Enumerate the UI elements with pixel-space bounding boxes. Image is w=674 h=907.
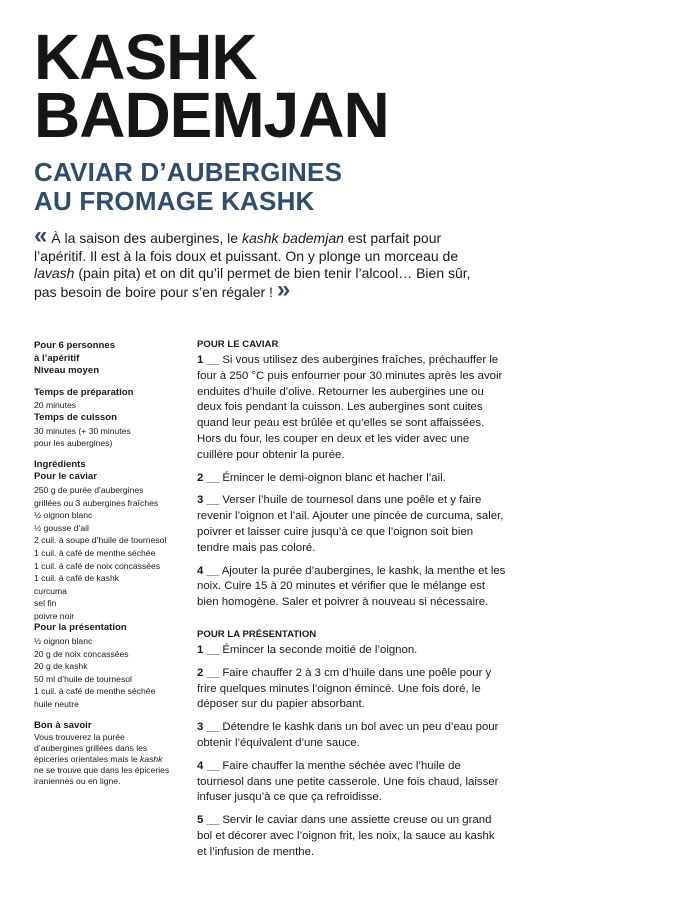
step-text: Servir le caviar dans une assiette creuse ou un grand bol et décorer avec l’oignon frit, les noix, la sauce au kashk et l’infusion de menthe. bbox=[197, 814, 495, 858]
caviar-ingredients-heading: Pour le caviar bbox=[34, 471, 97, 483]
ingredient-item: huile neutre bbox=[34, 699, 79, 710]
recipe-step bbox=[197, 759, 507, 806]
step-number: 3 __ bbox=[197, 494, 220, 507]
step-text: Émincer le demi-oignon blanc et hacher l’ail. bbox=[219, 471, 446, 484]
caviar-ingredients-list bbox=[34, 484, 179, 623]
recipe-subtitle bbox=[34, 158, 342, 216]
step-text: Détendre le kashk dans un bol avec un peu d’eau pour obtenir l’équivalent d’une sauce. bbox=[197, 721, 499, 749]
presentation-steps bbox=[197, 643, 507, 861]
recipe-step bbox=[197, 666, 507, 713]
ingredient-item: ½ oignon blanc bbox=[34, 636, 93, 647]
intro-paragraph bbox=[34, 222, 474, 303]
step-number: 4 __ bbox=[197, 564, 220, 577]
tip-emphasis: kashk bbox=[140, 754, 163, 765]
step-number: 2 __ bbox=[197, 666, 220, 679]
step-text: Verser l’huile de tournesol dans une poêle et y faire revenir l’oignon et l’ail. Ajouter une pincée de curcuma, saler, poivrer et laisser cuire jusqu’à ce que l’oignon soit bien tendre mais pas coloré. bbox=[197, 494, 504, 554]
cook-time-value-2: pour les aubergines) bbox=[34, 438, 113, 449]
presentation-section-heading: POUR LA PRÉSENTATION bbox=[197, 628, 317, 640]
ingredient-item: curcuma bbox=[34, 585, 67, 596]
tip-line-2: d’aubergines grillées dans les bbox=[34, 743, 148, 754]
step-text: Faire chauffer la menthe séchée avec l’huile de tournesol dans une petite casserole. Une fois chaud, laisser infuser jusqu’à ce que ça refroidisse. bbox=[197, 759, 499, 804]
recipe-instructions bbox=[197, 338, 507, 868]
step-number: 1 __ bbox=[197, 643, 220, 656]
recipe-step bbox=[197, 353, 507, 464]
recipe-step bbox=[197, 471, 507, 487]
caviar-steps bbox=[197, 353, 507, 611]
ingredient-item: 250 g de purée d’aubergines bbox=[34, 484, 144, 495]
servings-label-2: à l’apéritif bbox=[34, 352, 80, 364]
ingredient-item: ½ gousse d’ail bbox=[34, 522, 89, 533]
recipe-title bbox=[34, 21, 389, 151]
subtitle-line-1: CAVIAR D’AUBERGINES bbox=[34, 157, 343, 187]
cook-time-value: 30 minutes (+ 30 minutes bbox=[34, 425, 131, 436]
servings-label: Pour 6 personnes bbox=[34, 340, 116, 351]
ingredient-item: 1 cuil. à café de kashk bbox=[34, 573, 120, 584]
tip-line-4: ne se trouve que dans les épiceries bbox=[34, 765, 170, 776]
caviar-section-heading: POUR LE CAVIAR bbox=[197, 339, 279, 350]
title-line-2: BADEMJAN bbox=[34, 79, 389, 151]
step-text: Faire chauffer 2 à 3 cm d’huile dans une poêle pour y frire quelques minutes l’oignon émincé. Une fois doré, le déposer sur du papier absorbant. bbox=[197, 666, 492, 711]
ingredient-item: 2 cuil. à soupe d’huile de tournesol bbox=[34, 535, 167, 546]
presentation-ingredients-heading: Pour la présentation bbox=[34, 622, 127, 634]
ingredient-item: 20 g de kashk bbox=[34, 661, 88, 672]
prep-time-label: Temps de préparation bbox=[34, 386, 134, 398]
recipe-step bbox=[197, 493, 507, 556]
ingredient-item: ½ oignon blanc bbox=[34, 510, 93, 521]
quote-open-mark: « bbox=[34, 222, 48, 249]
recipe-sidebar bbox=[34, 340, 179, 787]
ingredients-heading: Ingrédients bbox=[34, 458, 86, 470]
difficulty-level: Niveau moyen bbox=[34, 365, 100, 377]
prep-time-value: 20 minutes bbox=[34, 400, 77, 411]
ingredient-item: sel fin bbox=[34, 598, 57, 609]
ingredient-item: 50 ml d’huile de tournesol bbox=[34, 673, 132, 684]
recipe-step bbox=[197, 813, 507, 860]
intro-text-2: est parfait pour l’apéritif. Il est à la fois doux et puissant. On y plonge un morceau de bbox=[34, 230, 459, 264]
step-text: Si vous utilisez des aubergines fraîches, préchauffer le four à 250 °C puis enfourner pour 30 minutes après les avoir enduites d’huile d’olive. Retourner les aubergines une ou deux fois pendant la cuisson. Les aubergines sont cuites quand leur peau est brûlée et qu’elles se sont affaissées. Hors du four, les couper en deux et les vider avec une cuillère pour obtenir la purée. bbox=[197, 354, 503, 461]
intro-text-1: À la saison des aubergines, le bbox=[51, 230, 242, 246]
tip-line-1: Vous trouverez la purée bbox=[34, 732, 125, 743]
ingredient-item: 20 g de noix concassées bbox=[34, 648, 129, 659]
tip-line-3-text: épiceries orientales mais le bbox=[34, 754, 141, 765]
tip-line-5: iraniennes ou en ligne. bbox=[34, 776, 121, 787]
step-number: 2 __ bbox=[197, 471, 220, 484]
title-line-1: KASHK bbox=[34, 21, 257, 93]
step-text: Ajouter la purée d’aubergines, le kashk, la menthe et les noix. Cuire 15 à 20 minutes et vérifier que le mélange est bien homogène. Saler et poivrer à nouveau si nécessaire. bbox=[197, 564, 506, 609]
ingredient-item: 1 cuil. à café de menthe séchée bbox=[34, 686, 156, 697]
ingredient-item: 1 cuil. à café de menthe séchée bbox=[34, 547, 156, 558]
tip-heading: Bon à savoir bbox=[34, 719, 92, 731]
recipe-step bbox=[197, 720, 507, 752]
intro-emphasis-2: lavash bbox=[34, 265, 75, 281]
subtitle-line-2: AU FROMAGE KASHK bbox=[34, 186, 315, 216]
ingredient-item: 1 cuil. à café de noix concassées bbox=[34, 560, 161, 571]
recipe-step bbox=[197, 643, 507, 659]
presentation-ingredients-list bbox=[34, 635, 179, 711]
step-number: 4 __ bbox=[197, 759, 220, 772]
tip-text bbox=[34, 732, 179, 787]
cook-time-label: Temps de cuisson bbox=[34, 411, 117, 423]
ingredient-item: poivre noir bbox=[34, 610, 75, 621]
step-text: Émincer la seconde moitié de l’oignon. bbox=[219, 643, 418, 656]
recipe-step bbox=[197, 564, 507, 611]
intro-text-3: (pain pita) et on dit qu’il permet de bien tenir l’alcool… Bien sûr, pas besoin de boire pour s’en régaler ! bbox=[34, 265, 471, 300]
tip-line-3 bbox=[34, 754, 179, 765]
quote-close-mark: » bbox=[276, 275, 291, 303]
step-number: 5 __ bbox=[197, 814, 220, 827]
intro-emphasis-1: kashk bademjan bbox=[241, 230, 344, 246]
step-number: 1 __ bbox=[197, 354, 220, 366]
step-number: 3 __ bbox=[197, 721, 220, 734]
ingredient-item: grillées ou 3 aubergines fraîches bbox=[34, 497, 159, 508]
